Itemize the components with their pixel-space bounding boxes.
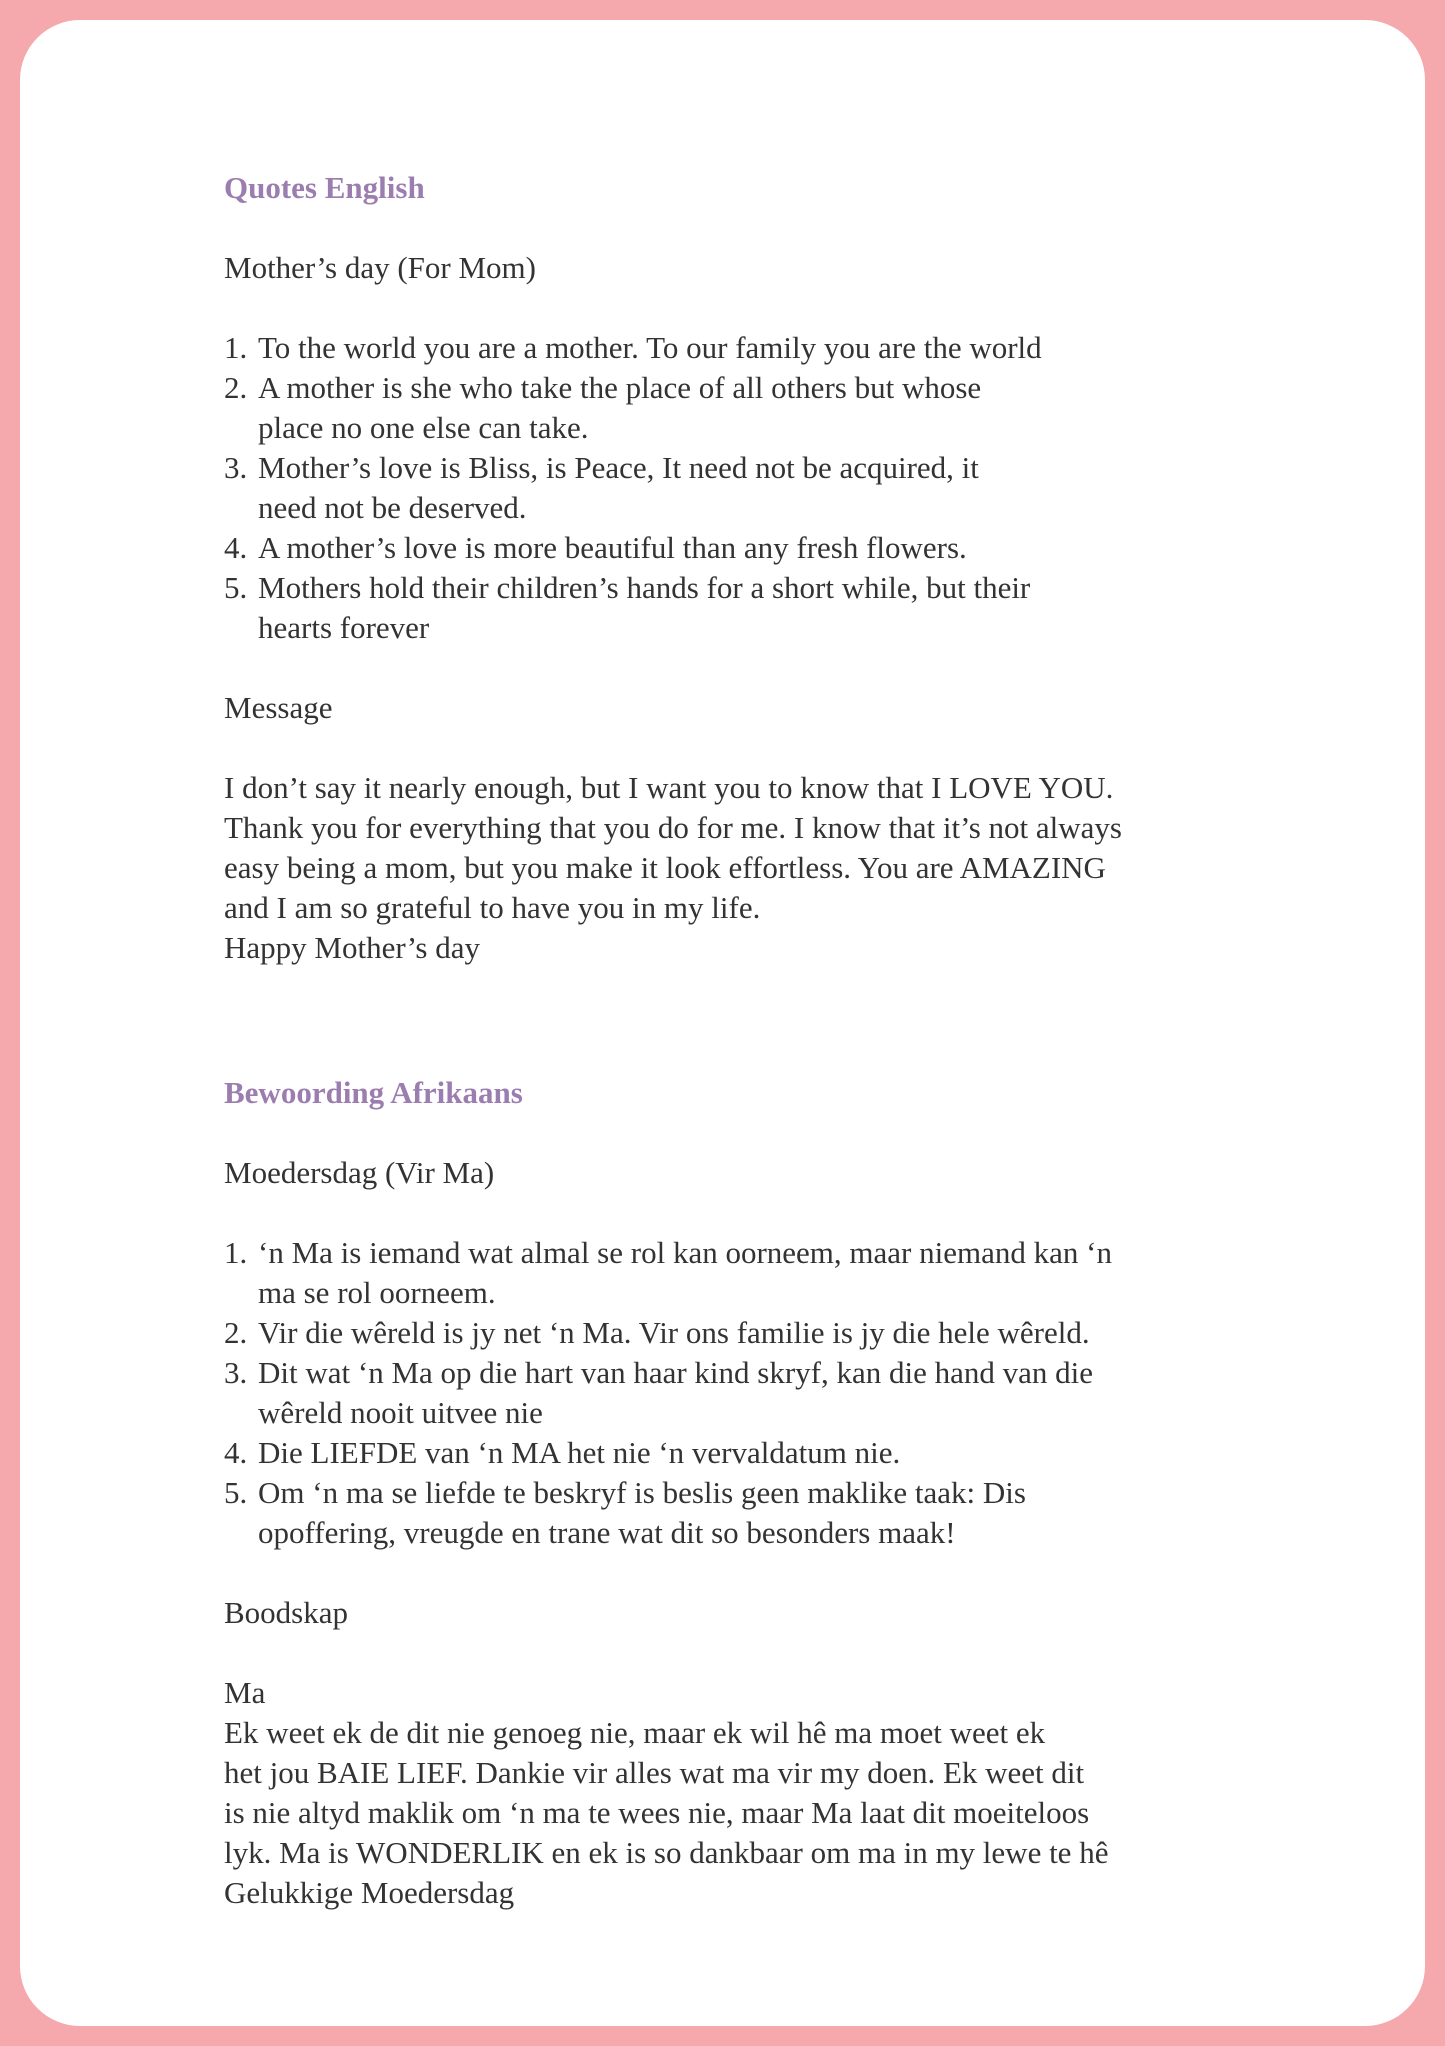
- list-text: Mother’s love is Bliss, is Peace, It need not be acquired, it: [258, 450, 979, 485]
- message-line: het jou BAIE LIEF. Dankie vir alles wat ma vir my doen. Ek weet dit: [224, 1755, 1085, 1790]
- list-item: [224, 448, 1042, 528]
- list-text: Om ‘n ma se liefde te beskryf is beslis geen maklike taak: Dis: [258, 1475, 1026, 1510]
- list-number: 5.: [224, 1475, 248, 1510]
- page-card: [20, 20, 1425, 2026]
- afrikaans-heading: Bewoording Afrikaans: [224, 1075, 523, 1110]
- list-text: A mother’s love is more beautiful than any fresh flowers.: [258, 530, 967, 565]
- list-text: A mother is she who take the place of all others but whose: [258, 370, 982, 405]
- list-number: 2.: [224, 1315, 248, 1350]
- list-number: 3.: [224, 1355, 248, 1390]
- message-line: easy being a mom, but you make it look effortless. You are AMAZING: [224, 850, 1106, 885]
- list-item: [224, 328, 1042, 368]
- message-line: is nie altyd maklik om ‘n ma te wees nie, maar Ma laat dit moeiteloos: [224, 1795, 1090, 1830]
- list-number: 4.: [224, 530, 248, 565]
- list-item: [224, 1353, 1112, 1433]
- message-line: Happy Mother’s day: [224, 930, 480, 965]
- english-message: [224, 768, 1122, 968]
- list-number: 2.: [224, 370, 248, 405]
- list-text: opoffering, vreugde en trane wat dit so besonders maak!: [258, 1515, 956, 1550]
- english-subtitle: Mother’s day (For Mom): [224, 250, 536, 285]
- message-line: and I am so grateful to have you in my life.: [224, 890, 761, 925]
- list-text: Dit wat ‘n Ma op die hart van haar kind skryf, kan die hand van die: [258, 1355, 1094, 1390]
- list-item: [224, 528, 1042, 568]
- list-item: [224, 368, 1042, 448]
- list-text: To the world you are a mother. To our family you are the world: [258, 330, 1042, 365]
- list-text: ‘n Ma is iemand wat almal se rol kan oorneem, maar niemand kan ‘n: [258, 1235, 1112, 1270]
- list-number: 1.: [224, 1235, 248, 1270]
- afrikaans-message: [224, 1673, 1108, 1913]
- english-message-label: Message: [224, 690, 333, 725]
- list-item: [224, 1473, 1112, 1553]
- list-item: [224, 568, 1042, 648]
- message-line: lyk. Ma is WONDERLIK en ek is so dankbaar om ma in my lewe te hê: [224, 1835, 1109, 1870]
- list-text: need not be deserved.: [258, 490, 527, 525]
- list-text: place no one else can take.: [258, 410, 589, 445]
- list-text: Mothers hold their children’s hands for a short while, but their: [258, 570, 1031, 605]
- list-number: 3.: [224, 450, 248, 485]
- message-line: Gelukkige Moedersdag: [224, 1875, 515, 1910]
- message-line: Ma: [224, 1675, 266, 1710]
- message-line: I don’t say it nearly enough, but I want you to know that I LOVE YOU.: [224, 770, 1114, 805]
- afrikaans-subtitle: Moedersdag (Vir Ma): [224, 1155, 495, 1190]
- list-item: [224, 1233, 1112, 1313]
- list-text: Vir die wêreld is jy net ‘n Ma. Vir ons familie is jy die hele wêreld.: [258, 1315, 1090, 1350]
- afrikaans-message-label: Boodskap: [224, 1595, 348, 1630]
- list-text: Die LIEFDE van ‘n MA het nie ‘n vervaldatum nie.: [258, 1435, 901, 1470]
- list-text: ma se rol oorneem.: [258, 1275, 496, 1310]
- list-text: wêreld nooit uitvee nie: [258, 1395, 543, 1430]
- afrikaans-quotes-list: [224, 1233, 1112, 1553]
- message-line: Ek weet ek de dit nie genoeg nie, maar ek wil hê ma moet weet ek: [224, 1715, 1046, 1750]
- list-number: 4.: [224, 1435, 248, 1470]
- list-number: 5.: [224, 570, 248, 605]
- list-item: [224, 1433, 1112, 1473]
- english-heading: Quotes English: [224, 170, 425, 205]
- english-quotes-list: [224, 328, 1042, 648]
- message-line: Thank you for everything that you do for me. I know that it’s not always: [224, 810, 1122, 845]
- list-item: [224, 1313, 1112, 1353]
- list-text: hearts forever: [258, 610, 430, 645]
- list-number: 1.: [224, 330, 248, 365]
